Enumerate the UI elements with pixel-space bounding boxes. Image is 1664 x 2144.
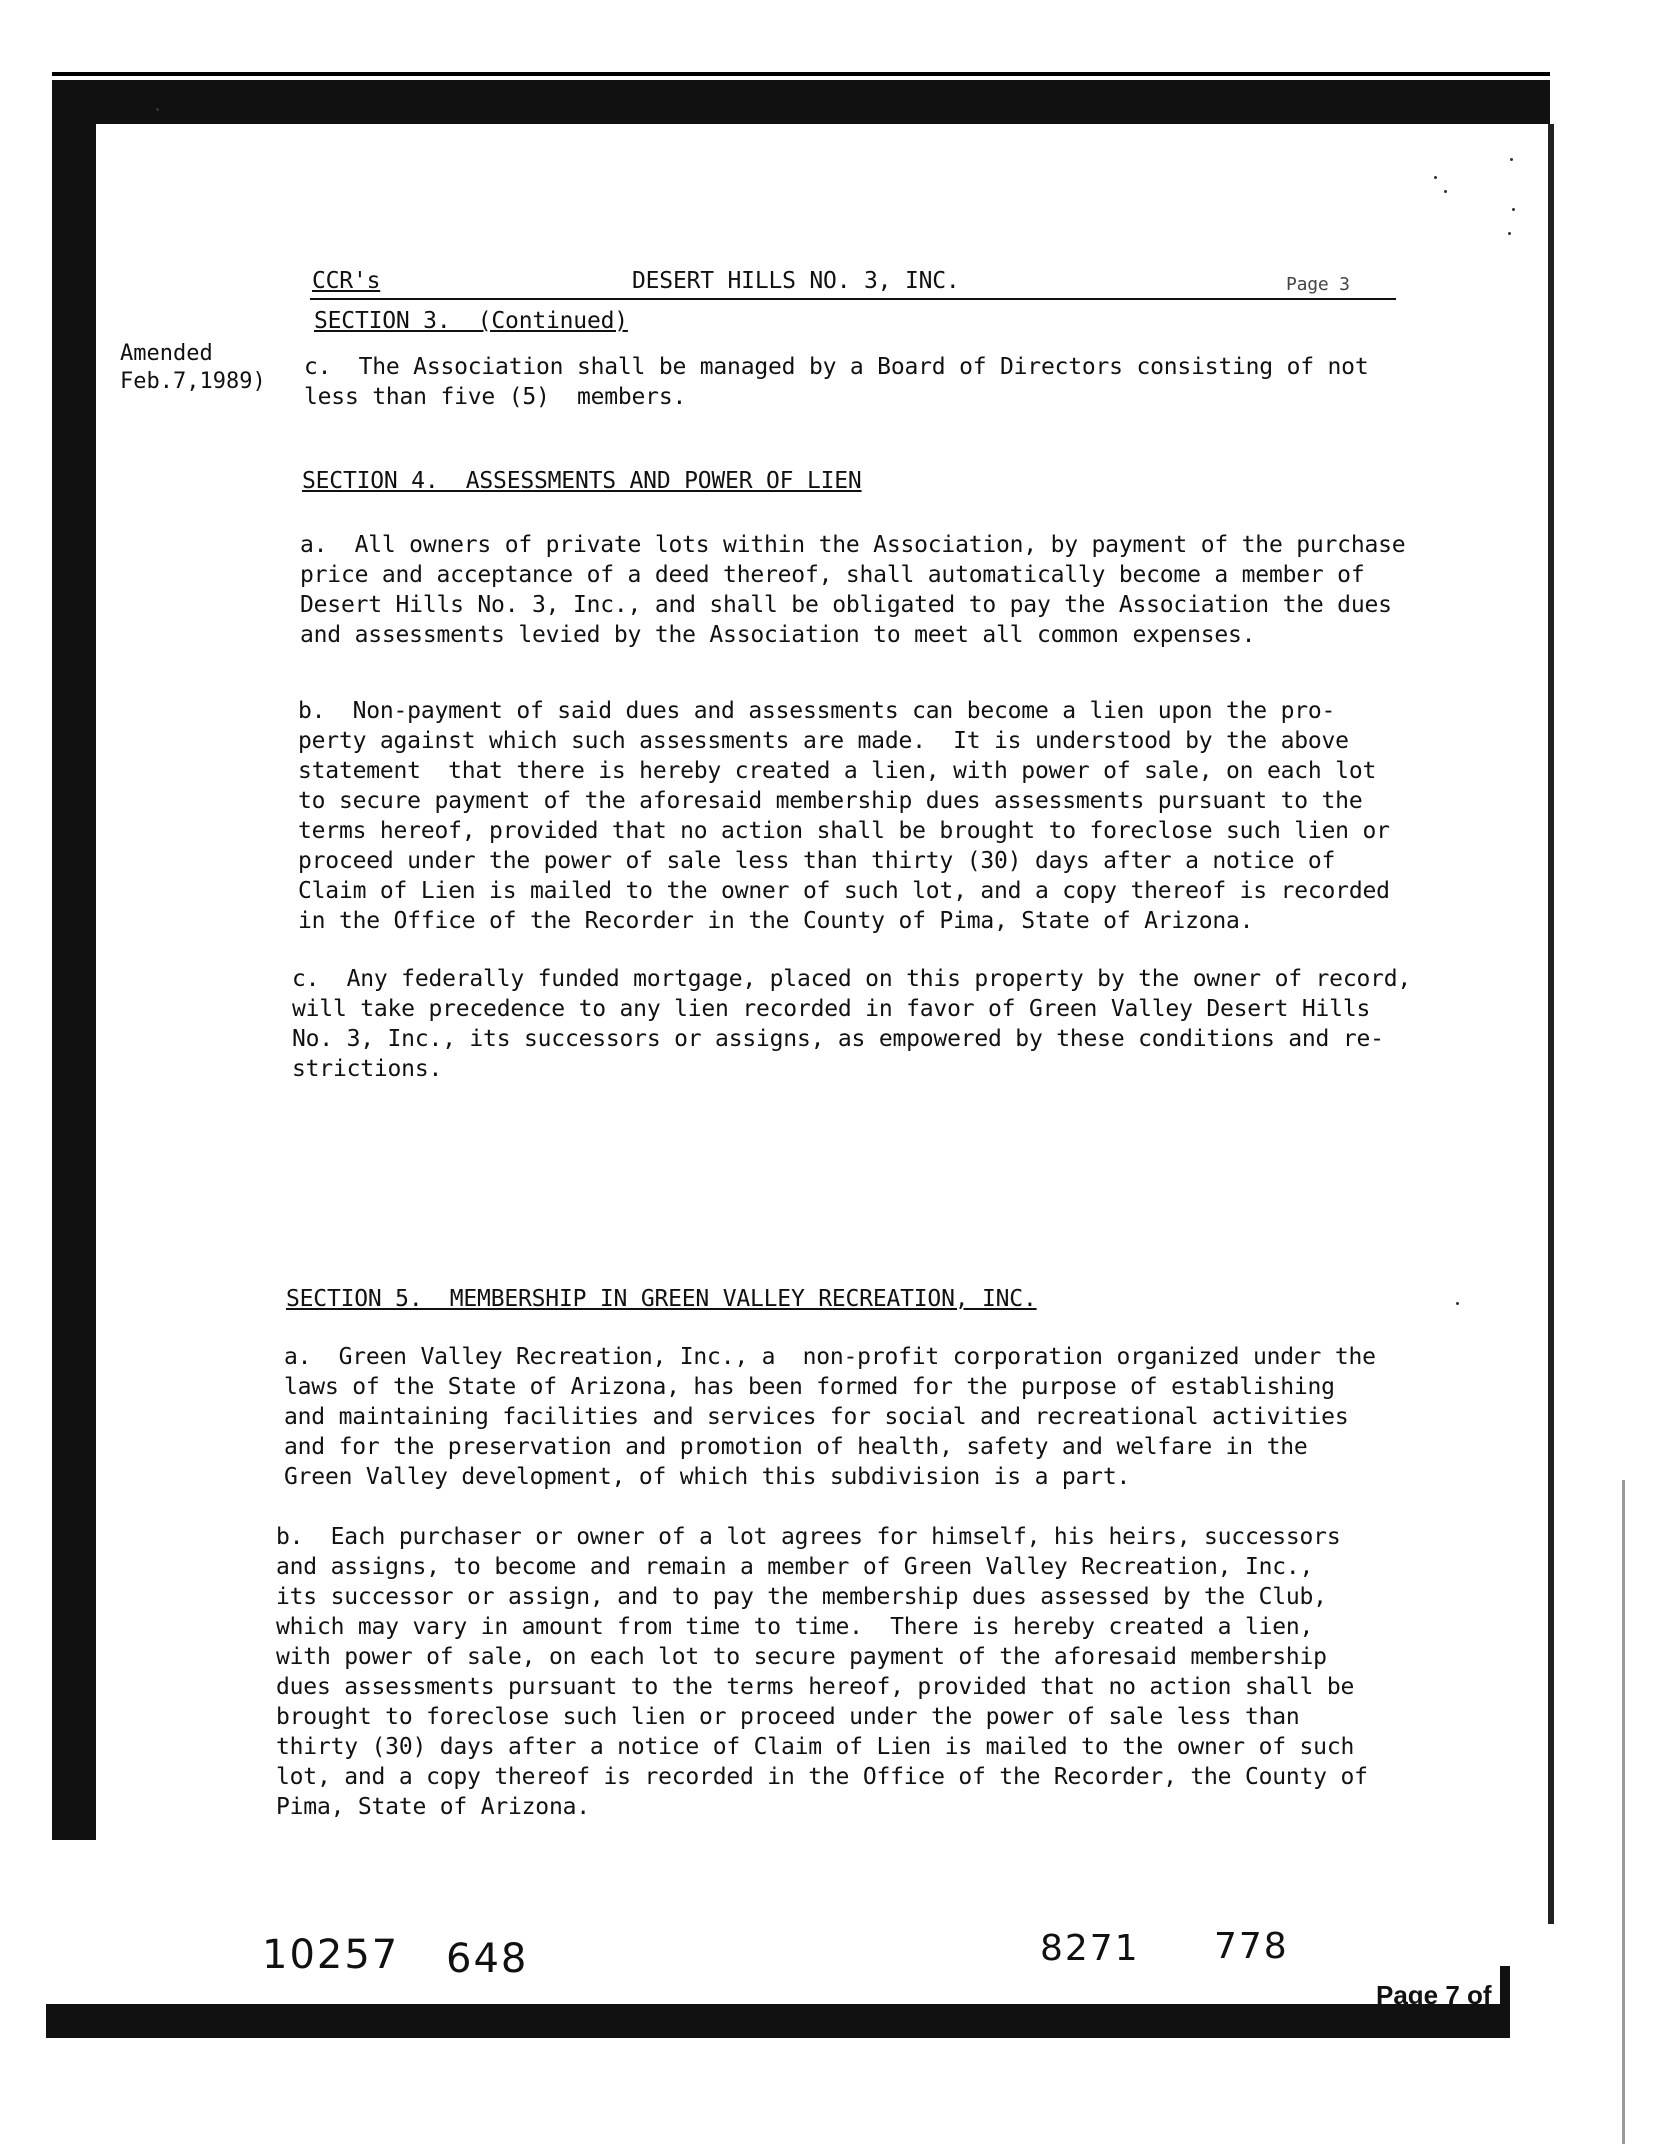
scan-border-bottom	[46, 2004, 1510, 2038]
section-5-paragraph-b: b. Each purchaser or owner of a lot agrees for himself, his heirs, successors and assigns, to become and remain a member of Green Valley Recreation, Inc., its successor or assign, and to pay the membership dues assessed by the Club, which may vary in amount from time to time. There is hereby created a lien, with power of sale, on each lot to secure payment of the aforesaid membership dues assessments pursuant to the terms hereof, provided that no action shall be brought to foreclose such lien or proceed under the power of sale less than thirty (30) days after a notice of Claim of Lien is mailed to the owner of such lot, and a copy thereof is recorded in the Office of the Recorder, the County of Pima, State of Arizona.	[276, 1524, 1368, 1820]
header-rule	[310, 298, 1396, 300]
page-label: Page 7 of	[1376, 1980, 1492, 2010]
scan-speck	[1508, 232, 1511, 235]
scan-speck	[1434, 176, 1437, 179]
recording-stamp-docket-2: 8271	[1040, 1928, 1140, 1969]
section-5-heading: SECTION 5. MEMBERSHIP IN GREEN VALLEY RECREATION, INC.	[286, 1286, 1037, 1312]
scan-speck	[1444, 190, 1447, 193]
scan-border-right	[1548, 124, 1554, 1924]
section-4-paragraph-c: c. Any federally funded mortgage, placed on this property by the owner of record, will take precedence to any lien recorded in favor of Green Valley Desert Hills No. 3, Inc., its successors or assigns, as empowered by these conditions and re- strictions.	[292, 966, 1412, 1082]
section-4-paragraph-a: a. All owners of private lots within the Association, by payment of the purchase price and acceptance of a deed thereof, shall automatically become a member of Desert Hills No. 3, Inc., and shall be obligated to pay the Association the dues and assessments levied by the Association to meet all common expenses.	[300, 532, 1406, 648]
section-5-paragraph-a: a. Green Valley Recreation, Inc., a non-profit corporation organized under the laws of the State of Arizona, has been formed for the purpose of establishing and maintaining facilities and services for social and recreational activities and for the preservation and promotion of health, safety and welfare in the Green Valley development, of which this subdivision is a part.	[284, 1344, 1376, 1490]
scan-border-bottom-corner	[1500, 1966, 1510, 2038]
scan-speck	[1456, 1302, 1459, 1305]
scan-edge-right	[1622, 1480, 1625, 2144]
recording-stamp-docket: 10257	[262, 1932, 400, 1978]
scan-border-left	[52, 80, 96, 1840]
header-left: CCR's	[312, 268, 381, 294]
recording-stamp-page: 648	[446, 1936, 529, 1982]
scan-speck	[156, 108, 159, 111]
header-page-number: Page 3	[1286, 274, 1350, 295]
scan-border-top-line	[52, 72, 1550, 76]
amended-margin-note: Amended Feb.7,1989)	[120, 341, 266, 394]
scan-speck	[1512, 208, 1515, 211]
scan-speck	[1510, 158, 1513, 161]
section-4-paragraph-b: b. Non-payment of said dues and assessments can become a lien upon the pro- perty against which such assessments are made. It is understood by the above statement that there is hereby created a lien, with power of sale, on each lot to secure payment of the aforesaid membership dues assessments pursuant to the terms hereof, provided that no action shall be brought to foreclose such lien or proceed under the power of sale less than thirty (30) days after a notice of Claim of Lien is mailed to the owner of such lot, and a copy thereof is recorded in the Office of the Recorder in the County of Pima, State of Arizona.	[298, 698, 1390, 934]
section-4-heading: SECTION 4. ASSESSMENTS AND POWER OF LIEN	[302, 468, 862, 494]
scan-border-top	[52, 80, 1550, 124]
section-3-paragraph-c: c. The Association shall be managed by a Board of Directors consisting of not less than five (5) members.	[304, 354, 1369, 410]
recording-stamp-page-2: 778	[1214, 1926, 1289, 1967]
section-3-heading: SECTION 3. (Continued)	[314, 308, 628, 334]
header-title: DESERT HILLS NO. 3, INC.	[632, 268, 960, 294]
